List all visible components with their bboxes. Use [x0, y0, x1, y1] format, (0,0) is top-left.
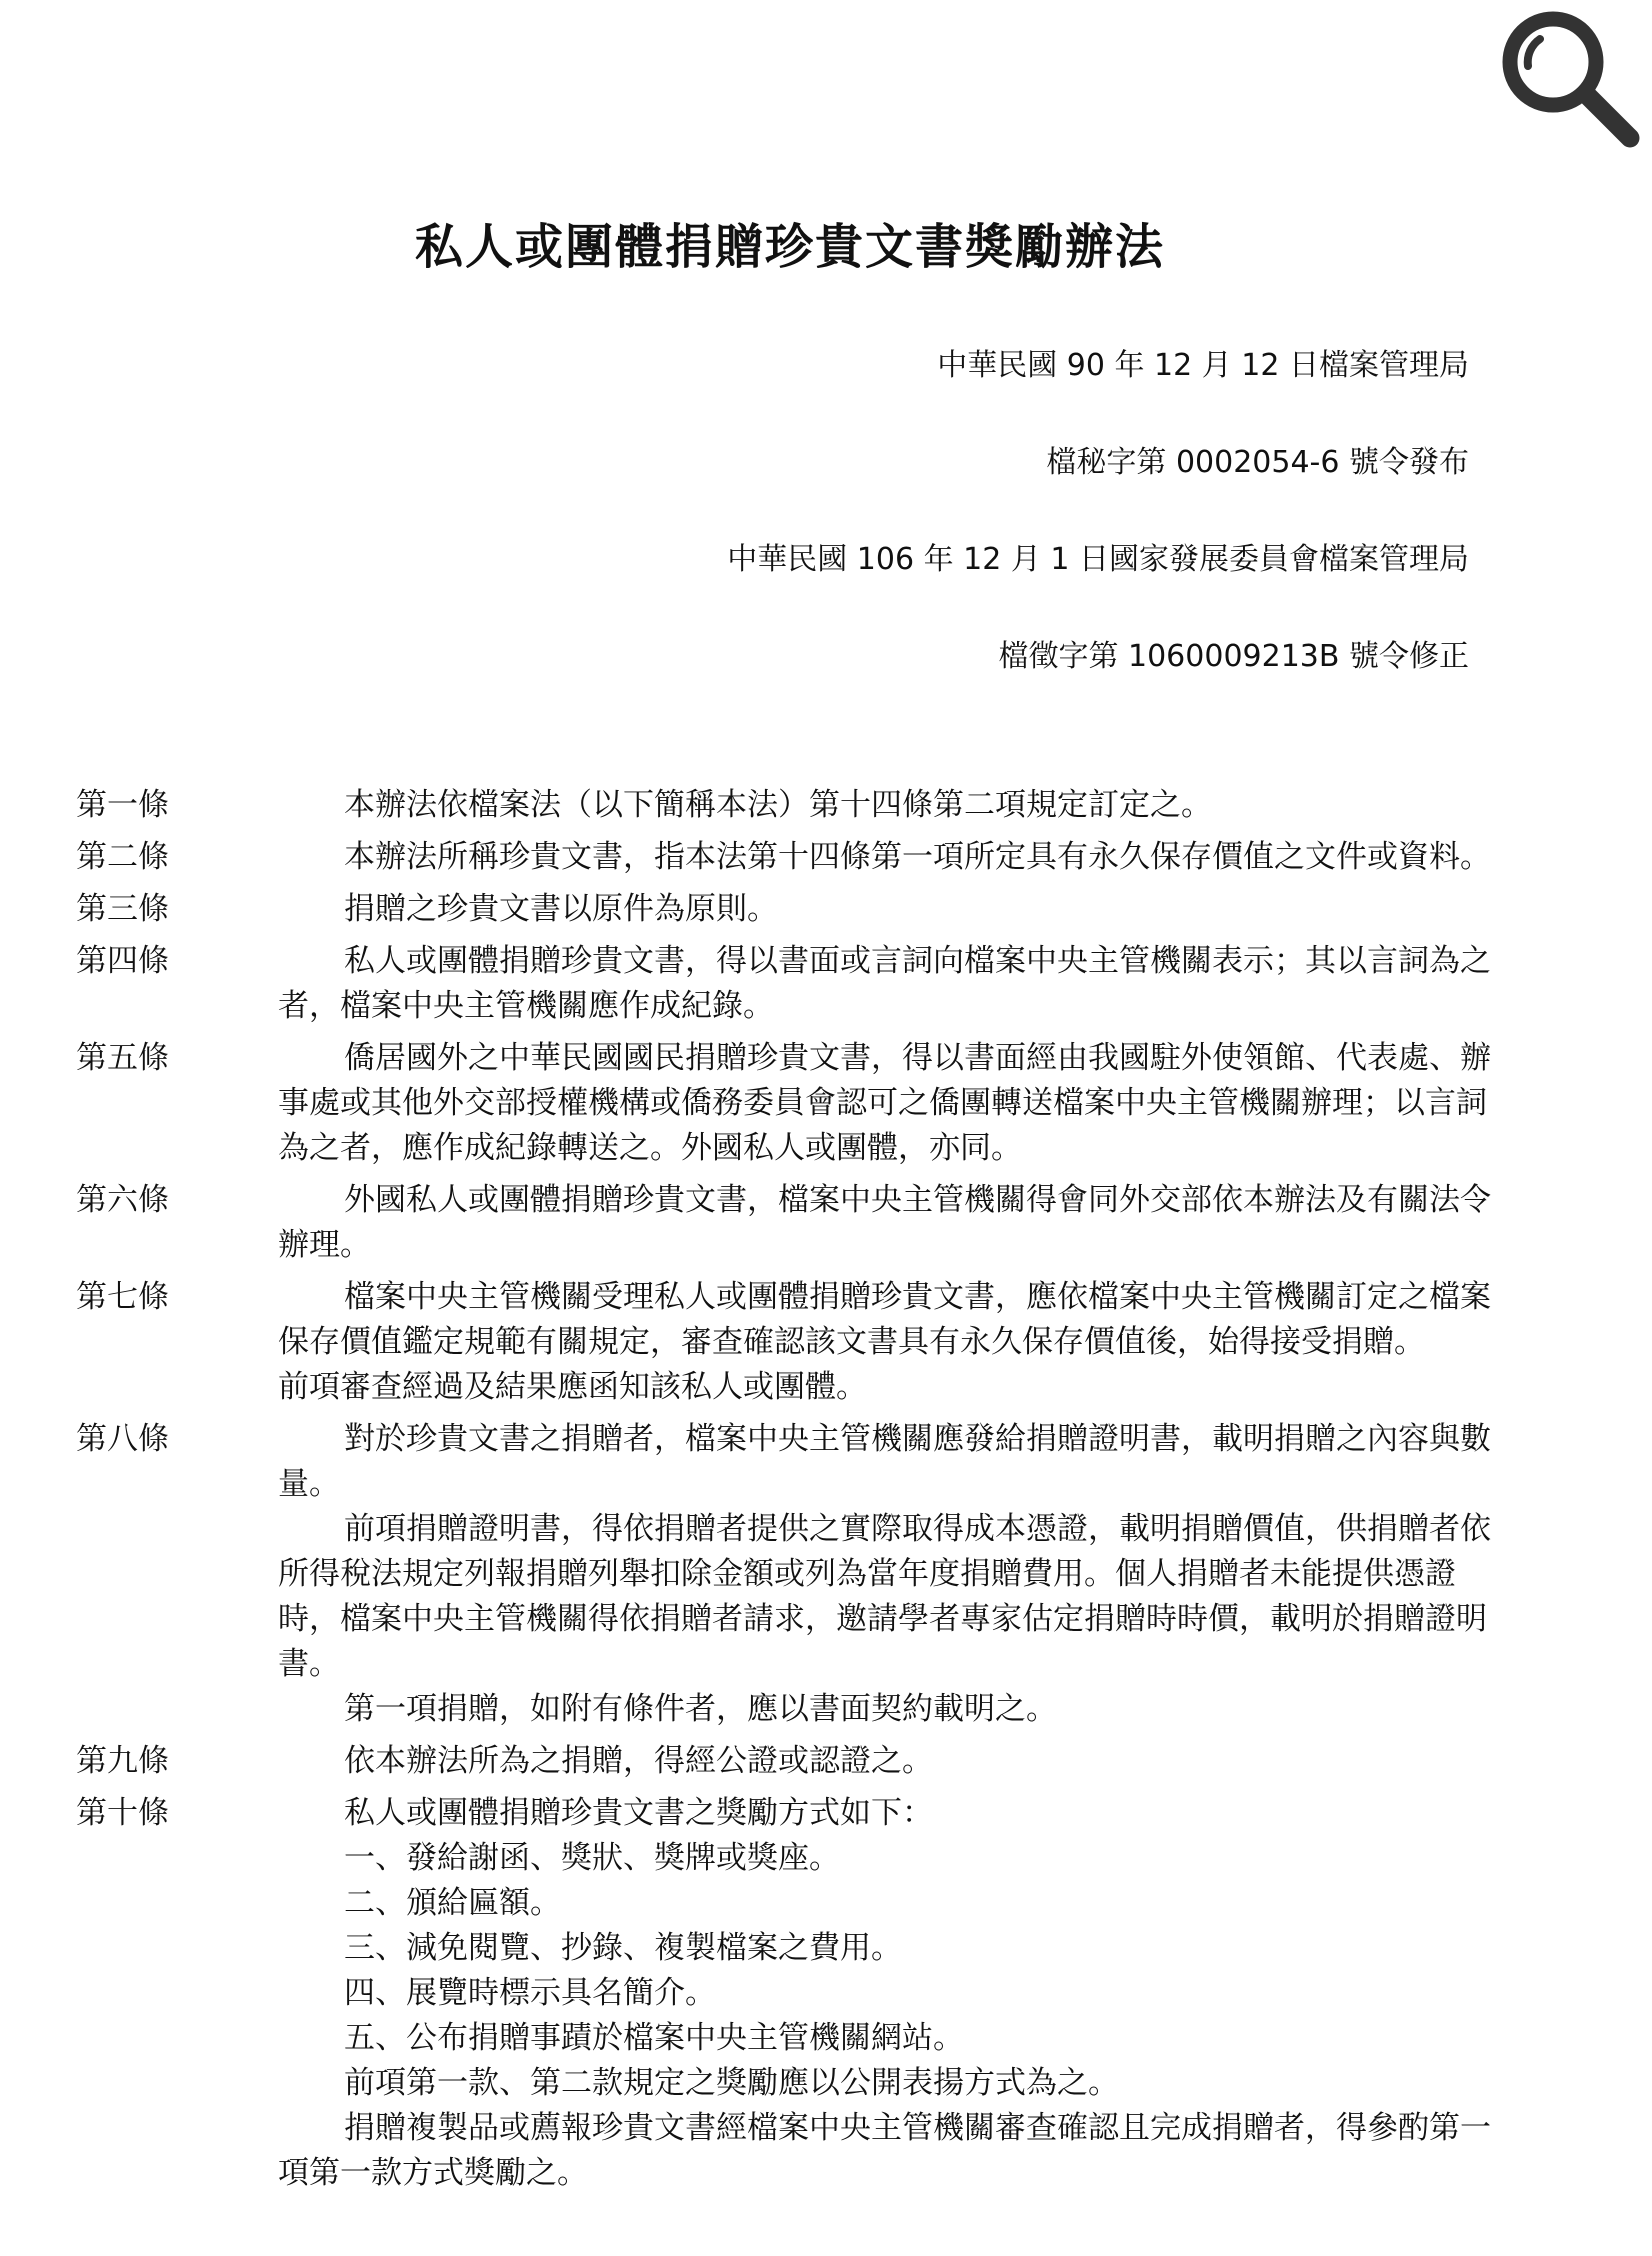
article-paragraph: 捐贈複製品或薦報珍貴文書經檔案中央主管機關審查確認且完成捐贈者，得參酌第一項第一款方式獎勵之。	[278, 2110, 1491, 2191]
article-3	[76, 887, 1496, 932]
article-paragraph: 捐贈之珍貴文書以原件為原則。	[344, 891, 778, 927]
article-number: 第七條	[76, 1279, 169, 1315]
article-number: 第二條	[76, 839, 169, 875]
article-paragraph: 本辦法依檔案法（以下簡稱本法）第十四條第二項規定訂定之。	[344, 787, 1212, 823]
article-paragraph: 前項捐贈證明書，得依捐贈者提供之實際取得成本憑證，載明捐贈價值，供捐贈者依所得稅法規定列報捐贈列舉扣除金額或列為當年度捐贈費用。個人捐贈者未能提供憑證時，檔案中央主管機關得依捐贈者請求，邀請學者專家估定捐贈時時價，載明於捐贈證明書。	[278, 1511, 1491, 1682]
article-paragraph: 本辦法所稱珍貴文書，指本法第十四條第一項所定具有永久保存價值之文件或資料。	[344, 839, 1491, 875]
article-paragraph: 第一項捐贈，如附有條件者，應以書面契約載明之。	[344, 1691, 1057, 1727]
promulgation-order: 檔秘字第 0002054-6 號令發布	[1046, 445, 1469, 480]
article-paragraph: 外國私人或團體捐贈珍貴文書，檔案中央主管機關得會同外交部依本辦法及有關法令辦理。	[278, 1182, 1491, 1263]
article-8	[76, 1417, 1496, 1732]
article-paragraph: 檔案中央主管機關受理私人或團體捐贈珍貴文書，應依檔案中央主管機關訂定之檔案保存價值鑑定規範有關規定，審查確認該文書具有永久保存價值後，始得接受捐贈。	[278, 1279, 1491, 1360]
article-paragraph: 依本辦法所為之捐贈，得經公證或認證之。	[344, 1743, 933, 1779]
article-number: 第三條	[76, 891, 169, 927]
article-number: 第六條	[76, 1182, 169, 1218]
article-10	[76, 1791, 1496, 2196]
article-number: 第八條	[76, 1421, 169, 1457]
article-5	[76, 1036, 1496, 1171]
article-number: 第一條	[76, 787, 169, 823]
article-4	[76, 939, 1496, 1029]
article-2	[76, 835, 1496, 880]
article-paragraph: 僑居國外之中華民國國民捐贈珍貴文書，得以書面經由我國駐外使領館、代表處、辦事處或其他外交部授權機構或僑務委員會認可之僑團轉送檔案中央主管機關辦理；以言詞為之者，應作成紀錄轉送之。外國私人或團體，亦同。	[278, 1040, 1491, 1166]
list-item: 四、展覽時標示具名簡介。	[344, 1975, 716, 2011]
search-icon[interactable]	[1478, 4, 1652, 182]
article-paragraph: 前項第一款、第二款規定之獎勵應以公開表揚方式為之。	[344, 2065, 1119, 2101]
article-number: 第十條	[76, 1795, 169, 1831]
article-1	[76, 783, 1496, 828]
article-7	[76, 1275, 1496, 1410]
article-number: 第五條	[76, 1040, 169, 1076]
list-item: 一、發給謝函、獎狀、獎牌或獎座。	[344, 1840, 840, 1876]
article-paragraph: 私人或團體捐贈珍貴文書之獎勵方式如下：	[344, 1795, 933, 1831]
article-paragraph: 對於珍貴文書之捐贈者，檔案中央主管機關應發給捐贈證明書，載明捐贈之內容與數量。	[278, 1421, 1491, 1502]
list-item: 五、公布捐贈事蹟於檔案中央主管機關網站。	[344, 2020, 964, 2056]
article-paragraph: 私人或團體捐贈珍貴文書，得以書面或言詞向檔案中央主管機關表示；其以言詞為之者，檔案中央主管機關應作成紀錄。	[278, 943, 1491, 1024]
article-number: 第九條	[76, 1743, 169, 1779]
article-list	[76, 783, 1496, 2203]
promulgation-date: 中華民國 90 年 12 月 12 日檔案管理局	[937, 348, 1469, 383]
article-9	[76, 1739, 1496, 1784]
article-number: 第四條	[76, 943, 169, 979]
page-title: 私人或團體捐贈珍貴文書獎勵辦法	[414, 219, 1165, 275]
list-item: 三、減免閱覽、抄錄、複製檔案之費用。	[344, 1930, 902, 1966]
list-item: 二、頒給匾額。	[344, 1885, 561, 1921]
article-paragraph: 前項審查經過及結果應函知該私人或團體。	[278, 1369, 867, 1405]
amendment-date: 中華民國 106 年 12 月 1 日國家發展委員會檔案管理局	[727, 542, 1469, 577]
amendment-order: 檔徵字第 1060009213B 號令修正	[998, 639, 1469, 674]
article-6	[76, 1178, 1496, 1268]
